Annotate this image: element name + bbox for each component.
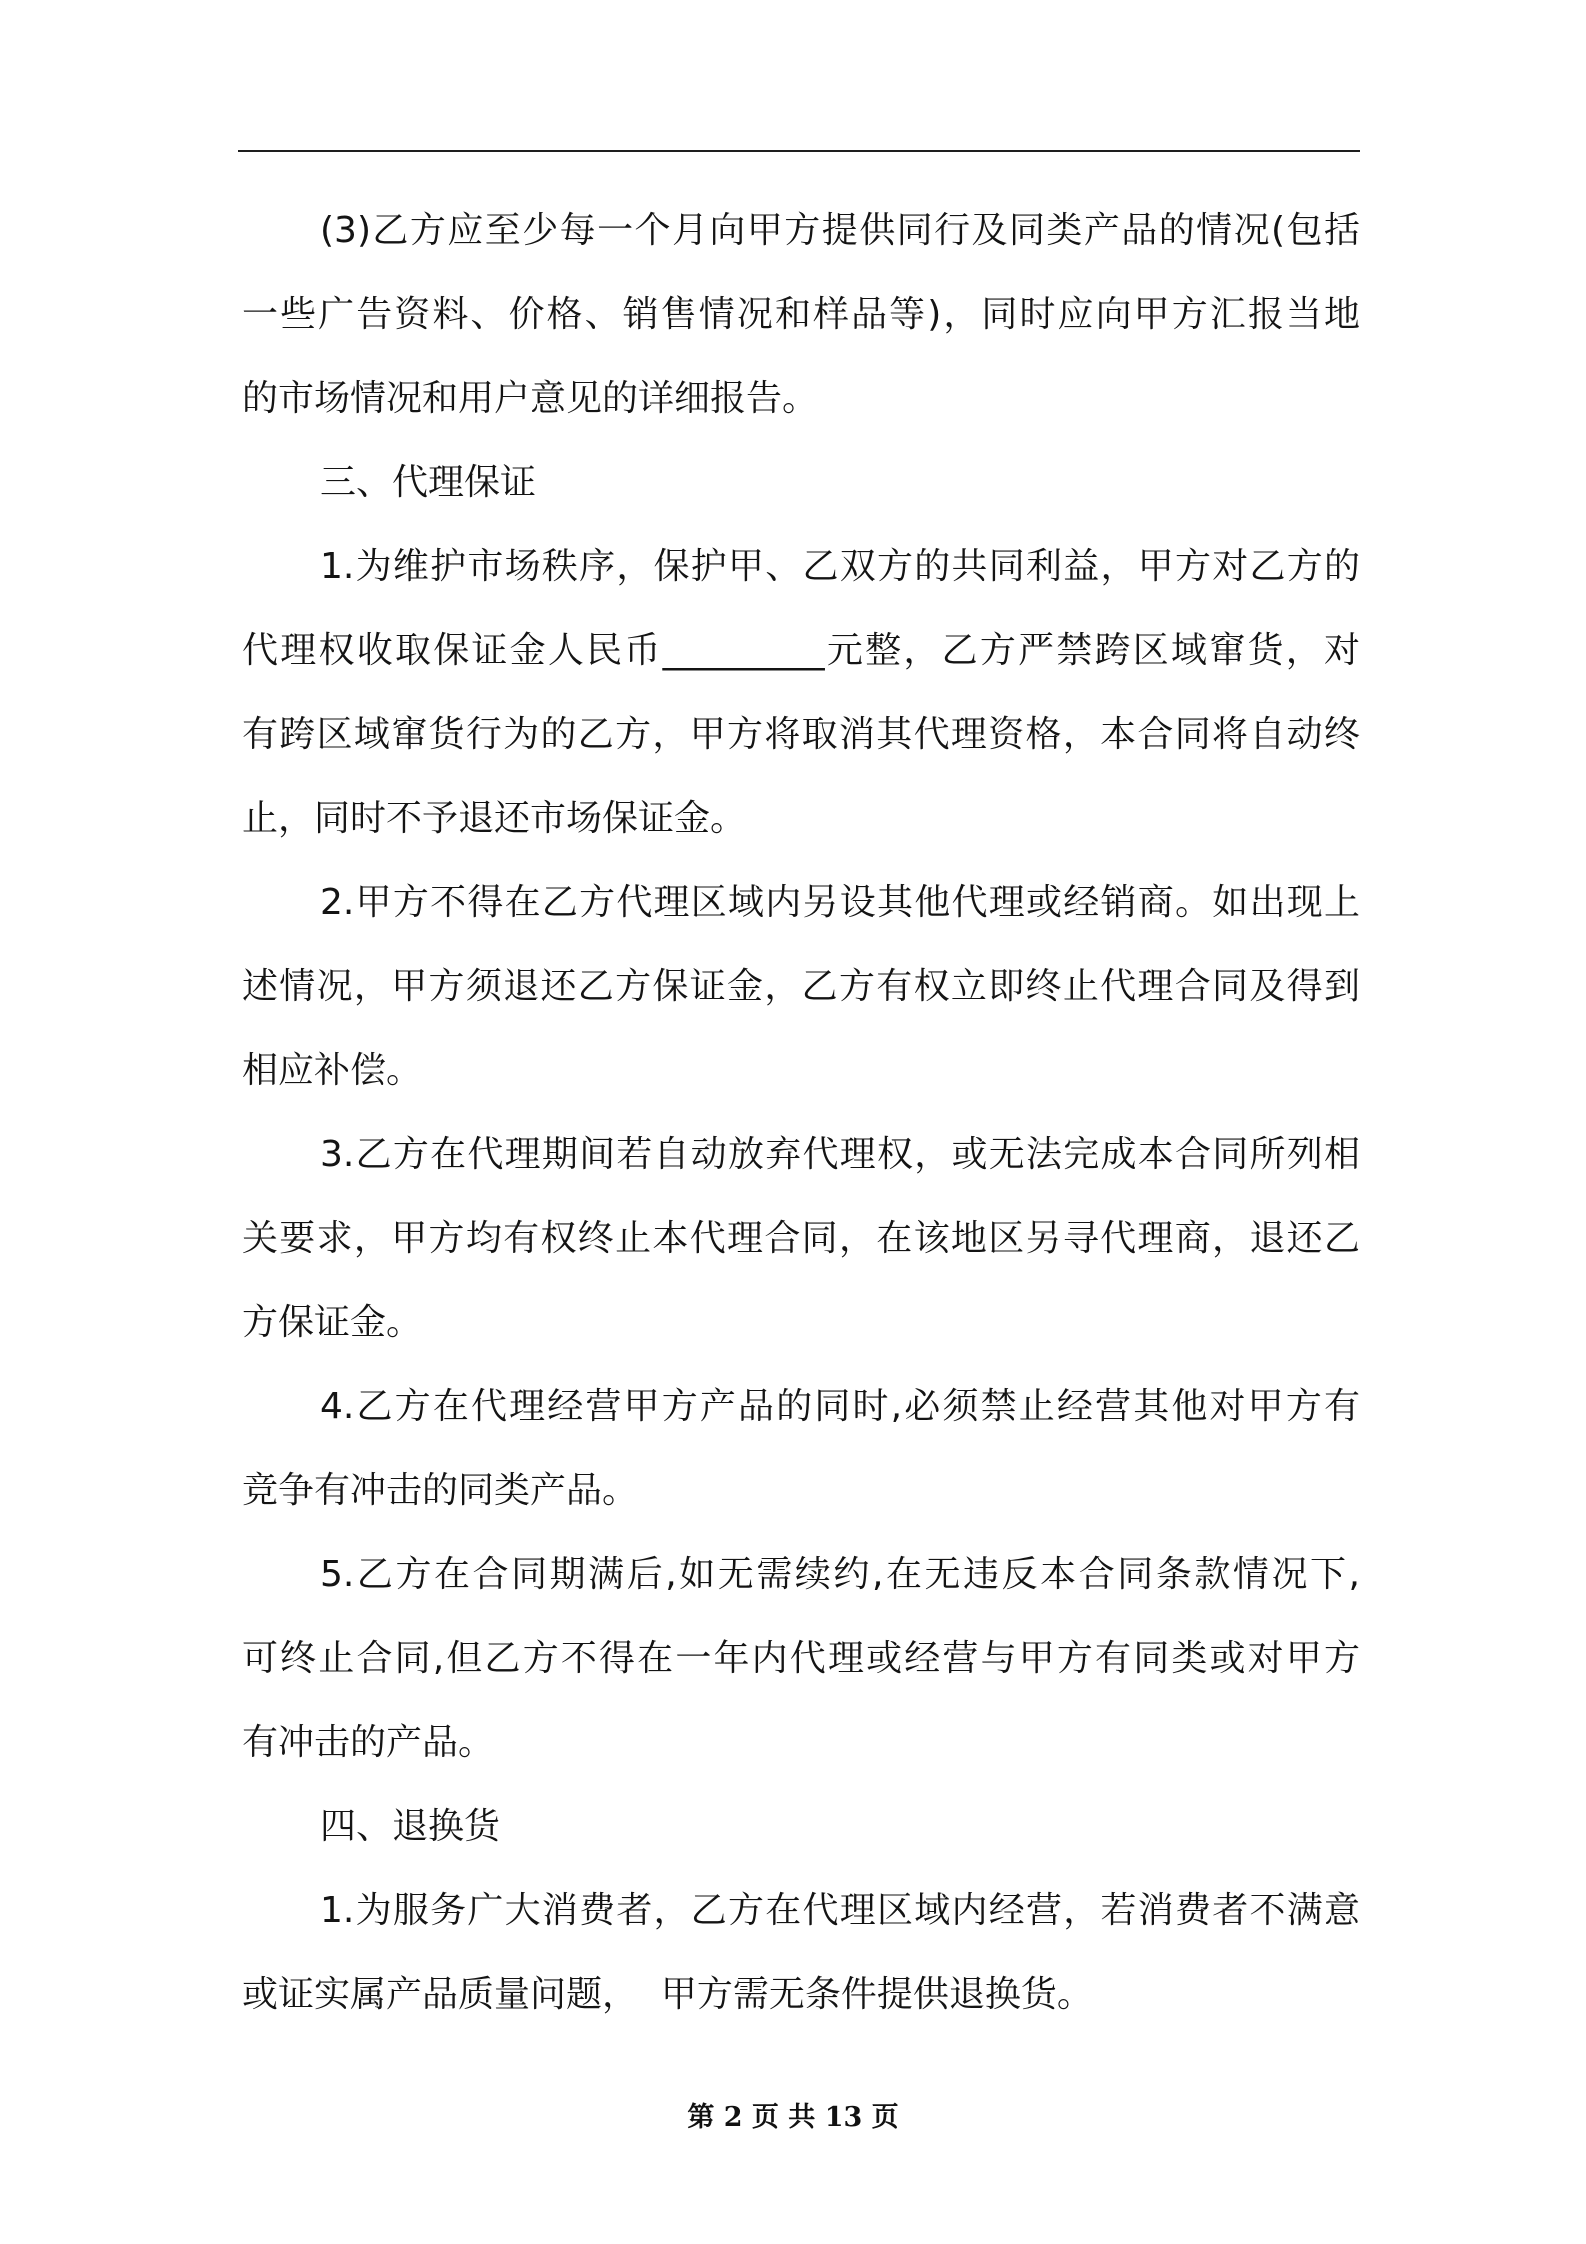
text-line: 2.甲方不得在乙方代理区域内另设其他代理或经销商。如出现上: [320, 882, 1360, 923]
section-heading: [242, 441, 1360, 525]
text-line: 5.乙方在合同期满后,如无需续约,在无违反本合同条款情况下,: [320, 1554, 1360, 1595]
paragraph: [242, 525, 1360, 861]
text-line: 1.为服务广大消费者，乙方在代理区域内经营，若消费者不满意: [320, 1890, 1360, 1931]
document-body: [242, 189, 1360, 2037]
text-line: 止，同时不予退还市场保证金。: [242, 798, 747, 839]
paragraph: [242, 1533, 1360, 1785]
header-rule: [238, 150, 1360, 152]
text-line: 或证实属产品质量问题， 甲方需无条件提供退换货。: [242, 1974, 1093, 2015]
page-indicator: 第 2 页 共 13 页: [687, 2102, 899, 2133]
text-line: 有跨区域窜货行为的乙方，甲方将取消其代理资格，本合同将自动终: [242, 714, 1360, 755]
text-line: 相应补偿。: [242, 1050, 423, 1091]
text-line: 3.乙方在代理期间若自动放弃代理权，或无法完成本合同所列相: [320, 1134, 1360, 1175]
section-heading: [242, 1785, 1360, 1869]
paragraph: [242, 1365, 1360, 1533]
paragraph: [242, 861, 1360, 1113]
text-line: 述情况，甲方须退还乙方保证金，乙方有权立即终止代理合同及得到: [242, 966, 1360, 1007]
text-line: 关要求，甲方均有权终止本代理合同，在该地区另寻代理商，退还乙: [242, 1218, 1360, 1259]
text-line: 代理权收取保证金人民币_________元整，乙方严禁跨区域窜货，对: [242, 630, 1360, 671]
text-line: 有冲击的产品。: [242, 1722, 495, 1763]
text-line: 4.乙方在代理经营甲方产品的同时,必须禁止经营其他对甲方有: [320, 1386, 1360, 1427]
text-line: 方保证金。: [242, 1302, 423, 1343]
text-line: 一些广告资料、价格、销售情况和样品等)，同时应向甲方汇报当地: [242, 294, 1360, 335]
paragraph: [242, 1869, 1360, 2037]
text-line: 竞争有冲击的同类产品。: [242, 1470, 639, 1511]
text-line: 的市场情况和用户意见的详细报告。: [242, 378, 819, 419]
paragraph: [242, 1113, 1360, 1365]
paragraph: [242, 189, 1360, 441]
text-line: 可终止合同,但乙方不得在一年内代理或经营与甲方有同类或对甲方: [242, 1638, 1360, 1679]
section-heading-text: 四、退换货: [320, 1806, 501, 1847]
text-line: 1.为维护市场秩序，保护甲、乙双方的共同利益，甲方对乙方的: [320, 546, 1360, 587]
section-heading-text: 三、代理保证: [320, 462, 537, 503]
text-line: (3)乙方应至少每一个月向甲方提供同行及同类产品的情况(包括: [320, 210, 1360, 251]
